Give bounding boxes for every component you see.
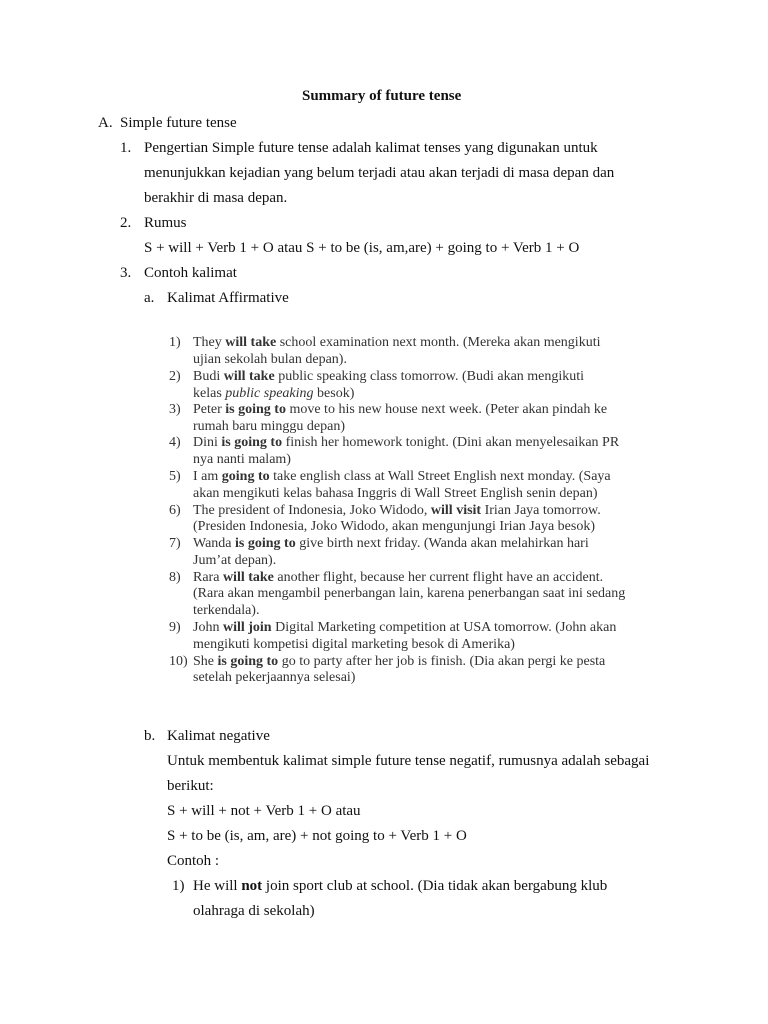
negative-intro-line-1: Untuk membentuk kalimat simple future tense negatif, rumusnya adalah sebagai bbox=[167, 753, 650, 769]
example-line: setelah pekerjaannya selesai) bbox=[193, 670, 356, 685]
example-line: She is going to go to party after her job is finish. (Dia akan pergi ke pesta bbox=[193, 654, 606, 669]
example-number: 2) bbox=[169, 369, 181, 384]
subsection-b-label: Kalimat negative bbox=[167, 728, 270, 744]
contoh-label: Contoh : bbox=[167, 853, 220, 869]
example-line: Budi will take public speaking class tomorrow. (Budi akan mengikuti bbox=[193, 369, 585, 384]
item-1-marker: 1. bbox=[120, 140, 132, 156]
subsection-a-marker: a. bbox=[144, 290, 155, 306]
negative-example-number: 1) bbox=[172, 878, 185, 894]
item-1-line-1: Pengertian Simple future tense adalah kalimat tenses yang digunakan untuk bbox=[144, 140, 598, 156]
example-line: ujian sekolah bulan depan). bbox=[193, 352, 347, 367]
example-number: 1) bbox=[169, 335, 181, 350]
example-number: 8) bbox=[169, 570, 181, 585]
example-line: mengikuti kompetisi digital marketing besok di Amerika) bbox=[193, 637, 515, 652]
item-1-line-3: berakhir di masa depan. bbox=[144, 190, 288, 206]
negative-example-line: He will not join sport club at school. (Dia tidak akan bergabung klub bbox=[193, 878, 608, 894]
example-line: Jum’at depan). bbox=[193, 553, 277, 568]
negative-intro-line-2: berikut: bbox=[167, 778, 214, 794]
example-line: kelas public speaking besok) bbox=[193, 386, 355, 401]
subsection-a-label: Kalimat Affirmative bbox=[167, 290, 289, 306]
item-1-line-2: menunjukkan kejadian yang belum terjadi atau akan terjadi di masa depan dan bbox=[144, 165, 615, 181]
item-3-label: Contoh kalimat bbox=[144, 265, 237, 281]
example-line: Dini is going to finish her homework tonight. (Dini akan menyelesaikan PR bbox=[193, 435, 620, 450]
rumus-formula: S + will + Verb 1 + O atau S + to be (is, am,are) + going to + Verb 1 + O bbox=[144, 240, 580, 256]
example-number: 5) bbox=[169, 469, 181, 484]
example-line: John will join Digital Marketing competition at USA tomorrow. (John akan bbox=[193, 620, 617, 635]
example-number: 9) bbox=[169, 620, 181, 635]
example-line: (Rara akan mengambil penerbangan lain, karena penerbangan saat ini sedang bbox=[193, 586, 626, 601]
page-title: Summary of future tense bbox=[302, 88, 462, 104]
item-3-marker: 3. bbox=[120, 265, 132, 281]
negative-example-line: olahraga di sekolah) bbox=[193, 903, 315, 919]
example-line: I am going to take english class at Wall Street English next monday. (Saya bbox=[193, 469, 611, 484]
subsection-b-marker: b. bbox=[144, 728, 156, 744]
example-line: The president of Indonesia, Joko Widodo, will visit Irian Jaya tomorrow. bbox=[193, 503, 601, 518]
negative-formula-2: S + to be (is, am, are) + not going to + Verb 1 + O bbox=[167, 828, 467, 844]
example-line: terkendala). bbox=[193, 603, 260, 618]
example-line: Peter is going to move to his new house next week. (Peter akan pindah ke bbox=[193, 402, 608, 417]
item-2-marker: 2. bbox=[120, 215, 132, 231]
negative-formula-1: S + will + not + Verb 1 + O atau bbox=[167, 803, 361, 819]
example-number: 4) bbox=[169, 435, 181, 450]
example-number: 10) bbox=[169, 654, 188, 669]
item-2-label: Rumus bbox=[144, 215, 187, 231]
example-line: nya nanti malam) bbox=[193, 452, 291, 467]
example-number: 7) bbox=[169, 536, 181, 551]
example-line: They will take school examination next month. (Mereka akan mengikuti bbox=[193, 335, 601, 350]
example-line: rumah baru minggu depan) bbox=[193, 419, 346, 434]
example-line: Rara will take another flight, because her current flight have an accident. bbox=[193, 570, 604, 585]
section-a-heading: Simple future tense bbox=[120, 115, 237, 131]
example-number: 6) bbox=[169, 503, 181, 518]
example-line: Wanda is going to give birth next friday. (Wanda akan melahirkan hari bbox=[193, 536, 589, 551]
example-number: 3) bbox=[169, 402, 181, 417]
example-line: akan mengikuti kelas bahasa Inggris di Wall Street English senin depan) bbox=[193, 486, 598, 501]
example-line: (Presiden Indonesia, Joko Widodo, akan mengunjungi Irian Jaya besok) bbox=[193, 519, 595, 534]
section-a-marker: A. bbox=[98, 115, 113, 131]
